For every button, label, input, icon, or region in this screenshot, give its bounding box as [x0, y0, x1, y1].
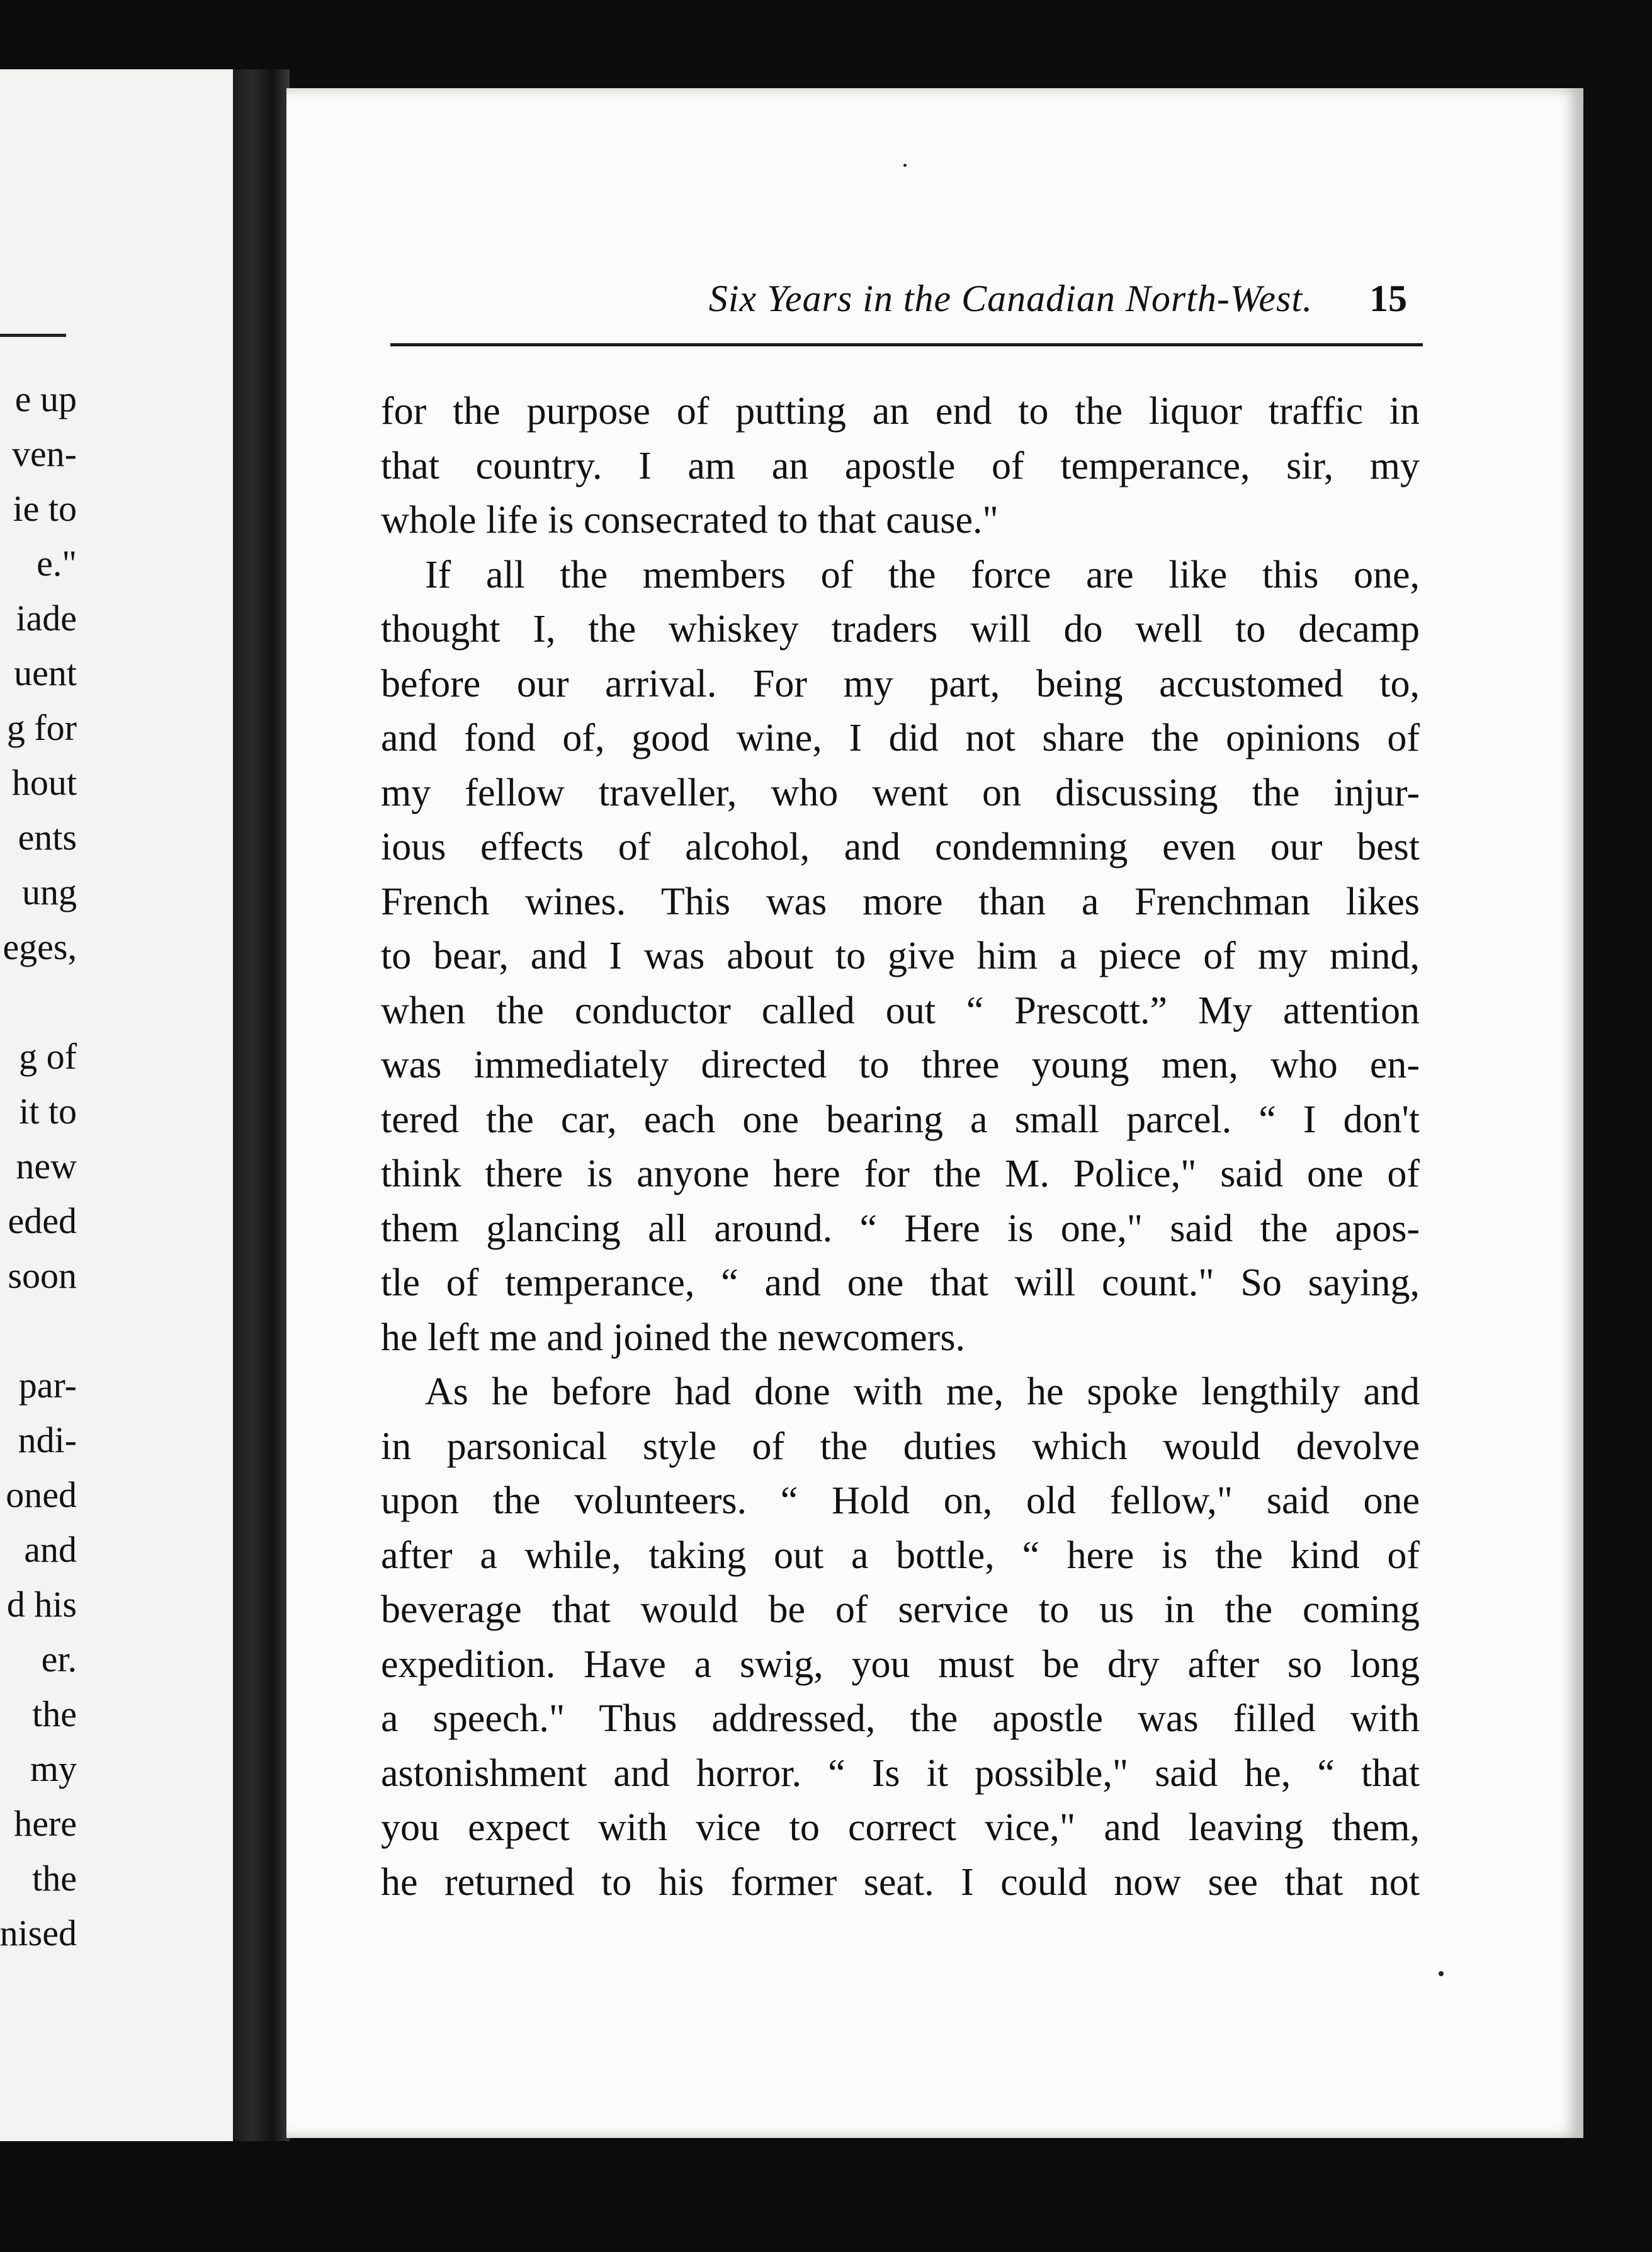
paper-speck — [1439, 1971, 1444, 1976]
previous-page-line: par- — [18, 1365, 77, 1406]
previous-page-line: g for — [6, 707, 77, 748]
previous-page-line: it to — [19, 1091, 77, 1132]
text-line: for the purpose of putting an end to the liquor traffic in — [381, 390, 1420, 433]
previous-page-line: eded — [8, 1200, 77, 1241]
previous-page-text — [0, 372, 77, 1960]
previous-page-line: ents — [18, 817, 77, 858]
text-line: was immediately directed to three young men, who en- — [381, 1044, 1420, 1086]
previous-page-line: oned — [6, 1474, 77, 1515]
previous-page-line — [0, 974, 77, 1029]
text-line: and fond of, good wine, I did not share the opinions of — [381, 717, 1420, 759]
text-line: in parsonical style of the duties which would devolve — [381, 1425, 1420, 1468]
text-line: after a while, taking out a bottle, “ here is the kind of — [381, 1533, 1420, 1577]
previous-page-line: the — [32, 1693, 77, 1734]
paper-speck — [903, 164, 907, 167]
previous-page-line: ie to — [13, 488, 77, 529]
previous-page-line: and — [24, 1529, 77, 1570]
text-line: ious effects of alcohol, and condemning even our best — [381, 826, 1420, 868]
text-line: upon the volunteers. “ Hold on, old fellow," said one — [381, 1479, 1420, 1522]
text-line: thought I, the whiskey traders will do well to decamp — [381, 608, 1420, 651]
previous-page-line: soon — [8, 1255, 77, 1296]
previous-page-line: e." — [37, 543, 77, 584]
previous-page-line: ven- — [11, 433, 77, 474]
previous-page-line: er. — [41, 1639, 77, 1680]
text-line: my fellow traveller, who went on discussing the injur- — [381, 771, 1420, 814]
previous-page-line: iade — [16, 598, 77, 639]
text-line: before our arrival. For my part, being accustomed to, — [381, 662, 1420, 705]
text-line: a speech." Thus addressed, the apostle was filled with — [381, 1697, 1420, 1740]
text-line: them glancing all around. “ Here is one," said the apos- — [381, 1207, 1420, 1250]
text-line: astonishment and horror. “ Is it possible," said he, “ that — [381, 1751, 1420, 1795]
text-line: whole life is consecrated to that cause." — [381, 499, 999, 542]
previous-page-line: new — [16, 1146, 77, 1186]
text-line: think there is anyone here for the M. Police," said one of — [381, 1152, 1420, 1195]
text-line: you expect with vice to correct vice," and leaving them, — [381, 1806, 1420, 1849]
previous-page-line: ung — [22, 872, 77, 913]
text-line: tle of temperance, “ and one that will count." So saying, — [381, 1261, 1420, 1304]
previous-page-line: the — [32, 1858, 77, 1899]
previous-page-line: eges, — [3, 926, 77, 967]
text-line: he left me and joined the newcomers. — [381, 1316, 965, 1359]
previous-page-line: nised — [0, 1913, 77, 1953]
text-line: tered the car, each one bearing a small parcel. “ I don't — [381, 1098, 1420, 1141]
header-rule — [390, 343, 1423, 346]
previous-page-line: g of — [19, 1036, 77, 1077]
previous-page-line: uent — [14, 652, 77, 693]
page-body-text — [381, 384, 1420, 1909]
text-line: expedition. Have a swig, you must be dry after so long — [381, 1642, 1420, 1686]
previous-page-line — [0, 1303, 77, 1358]
page-number: 15 — [1369, 278, 1407, 319]
text-line: French wines. This was more than a Frenchman likes — [381, 880, 1420, 923]
previous-page-line: e up — [14, 378, 77, 419]
book-gutter — [233, 69, 290, 2141]
previous-page-line: here — [14, 1803, 77, 1844]
text-line: If all the members of the force are like this one, — [425, 553, 1420, 596]
previous-page — [0, 69, 233, 2141]
text-line: to bear, and I was about to give him a piece of my mind, — [381, 935, 1420, 977]
text-line: beverage that would be of service to us in the coming — [381, 1588, 1420, 1631]
text-line: that country. I am an apostle of temperance, sir, my — [381, 444, 1420, 487]
previous-page-line: d his — [6, 1584, 77, 1625]
text-line: when the conductor called out “ Prescott.” My attention — [381, 989, 1420, 1032]
previous-page-line: hout — [11, 762, 77, 803]
running-header — [286, 277, 1407, 334]
previous-page-header-rule — [0, 334, 66, 337]
text-line: As he before had done with me, he spoke lengthily and — [425, 1370, 1420, 1413]
previous-page-line: ndi- — [18, 1419, 77, 1460]
text-line: he returned to his former seat. I could now see that not — [381, 1860, 1420, 1904]
previous-page-line: my — [30, 1748, 77, 1789]
running-title: Six Years in the Canadian North-West. — [708, 278, 1313, 319]
book-page — [286, 88, 1583, 2138]
